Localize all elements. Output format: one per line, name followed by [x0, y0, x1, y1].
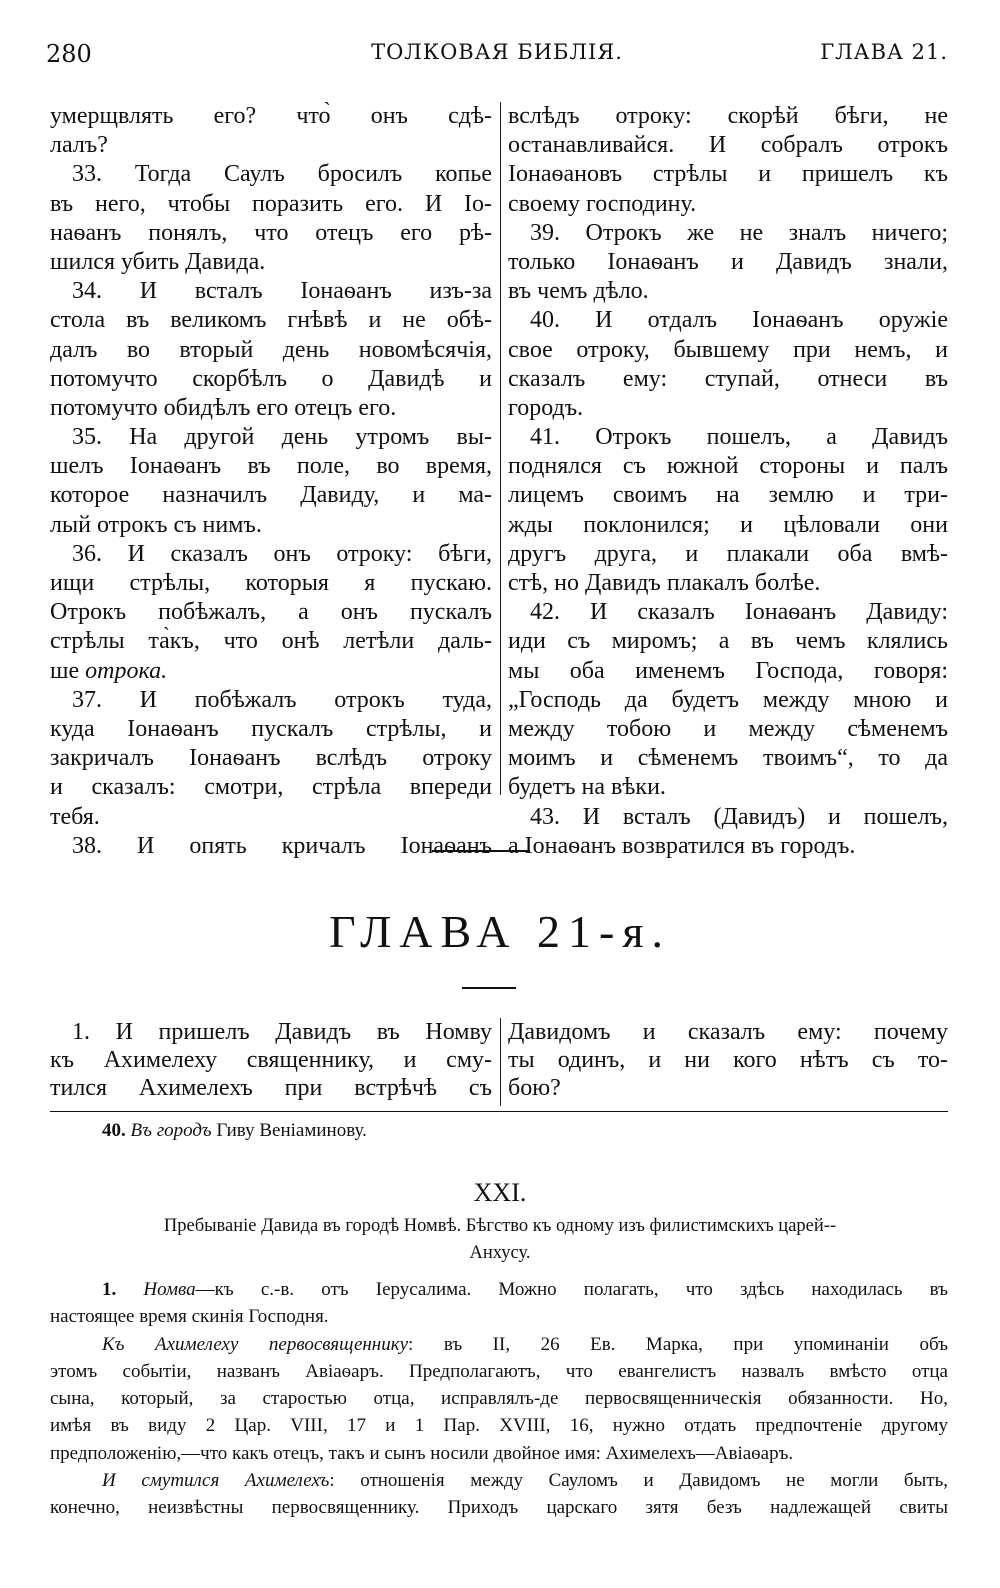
text-line: вслѣдъ отроку: скорѣй бѣги, не: [508, 103, 948, 129]
column-divider: [500, 102, 501, 795]
text-line: и сказалъ: смотри, стрѣла впереди: [50, 774, 492, 801]
verse-37: 37. И побѣжалъ отрокъ туда,: [72, 686, 492, 713]
text-line: шился убить Давида.: [50, 248, 266, 275]
commentary-line: [50, 1331, 948, 1358]
note-number: 1.: [102, 1279, 117, 1300]
text-line: закричалъ Іонаѳанъ вслѣдъ отроку: [50, 745, 492, 772]
commentary-line: сына, который, за старостью отца, исправлялъ-де первосвященническія обязанности. Но,: [50, 1388, 948, 1410]
commentary-line: этомъ событіи, названъ Авіаѳаръ. Предполагаютъ, что евангелистъ назвалъ вмѣсто отца: [50, 1360, 948, 1382]
column-divider: [500, 1018, 501, 1106]
text-line: ищи стрѣлы, которыя я пускаю.: [50, 570, 492, 596]
right-column: [508, 1018, 948, 1102]
text-line: тился Ахимелехъ при встрѣчѣ съ: [50, 1075, 492, 1101]
note-lemma: И смутился Ахимелехъ: [102, 1470, 330, 1492]
title-underline: [462, 987, 516, 989]
text-line: моимъ и сѣменемъ твоимъ“, то да: [508, 745, 948, 772]
text-line: стрѣлы та̀къ, что онѣ летѣли даль-: [50, 628, 492, 655]
text-line: куда Іонаѳанъ пускалъ стрѣлы, и: [50, 715, 492, 742]
commentary-section-title: [40, 1213, 960, 1267]
commentary-body: [50, 1276, 948, 1522]
text-fragment: ше: [50, 657, 86, 684]
footnote-number: 40.: [102, 1120, 126, 1141]
commentary-line: настоящее время скинія Господня.: [50, 1306, 329, 1328]
text-line: своему господину.: [508, 190, 697, 217]
section-title-line: Пребываніе Давида въ городѣ Номвѣ. Бѣгство къ одному изъ филистимскихъ царей--: [163, 1216, 837, 1236]
text-line: между тобою и между сѣменемъ: [508, 715, 948, 742]
page-number: 280: [46, 40, 92, 68]
previous-chapter-text: [50, 102, 948, 859]
text-line: умерщвлять его? что̀ онъ сдѣ-: [50, 103, 492, 129]
book-title: ТОЛКОВАЯ БИБЛІЯ.: [371, 40, 623, 64]
text-line: ты одинъ, и ни кого нѣтъ съ то-: [508, 1047, 948, 1073]
text-line: наѳанъ понялъ, что отецъ его рѣ-: [50, 219, 492, 246]
chapter-reference: ГЛАВА 21.: [820, 40, 948, 64]
commentary-line: [50, 1467, 948, 1494]
text-line: „Господь да будетъ между мною и: [508, 686, 948, 713]
text-line: сказалъ ему: ступай, отнеси въ: [508, 365, 948, 392]
text-line: лый отрокъ съ нимъ.: [50, 511, 262, 538]
commentary-rule: [50, 1111, 948, 1112]
commentary-line: [50, 1276, 948, 1303]
footnote-text: Гиву Веніаминову.: [211, 1120, 367, 1141]
text-line: мы оба именемъ Господа, говоря:: [508, 657, 948, 684]
note-text: —къ с.-в. отъ Іерусалима. Можно полагать, что здѣсь находилась въ: [195, 1279, 948, 1300]
verse-34: 34. И всталъ Іонаѳанъ изъ-за: [72, 278, 492, 305]
verse-33: 33. Тогда Саулъ бросилъ копье: [72, 161, 492, 188]
text-line: лалъ?: [50, 132, 108, 159]
text-line: только Іонаѳанъ и Давидъ знали,: [508, 248, 948, 275]
text-line: будетъ на вѣки.: [508, 774, 666, 801]
note-text: : отношенія между Сауломъ и Давидомъ не могли быть,: [329, 1470, 948, 1492]
note-lemma: Къ Ахимелеху первосвященнику: [102, 1333, 409, 1355]
footnote-lemma: Въ городъ: [130, 1120, 212, 1141]
text-line: которое назначилъ Давиду, и ма-: [50, 482, 492, 509]
text-line: поднялся съ южной стороны и палъ: [508, 453, 948, 480]
text-line: останавливайся. И собралъ отрокъ: [508, 132, 948, 159]
text-line: потомучто обидѣлъ его отецъ его.: [50, 394, 397, 421]
text-line: въ него, чтобы поразить его. И Іо-: [50, 190, 492, 217]
text-line: далъ во вторый день новомѣсячія,: [50, 336, 492, 363]
commentary-line: конечно, неизвѣстны первосвященнику. Приходъ царскаго зятя безъ надлежащей свиты: [50, 1497, 948, 1519]
text-line: Іонаѳановъ стрѣлы и пришелъ къ: [508, 161, 948, 188]
verse-36: 36. И сказалъ онъ отроку: бѣги,: [72, 540, 492, 567]
text-line: потомучто скорбѣлъ о Давидѣ и: [50, 365, 492, 392]
note-text: : въ II, 26 Ев. Марка, при упоминаніи объ: [408, 1333, 948, 1355]
chapter-21-text: [50, 1018, 948, 1106]
section-title-line: Анхусу.: [469, 1243, 531, 1263]
left-column: [50, 102, 492, 861]
italic-word: отрока.: [85, 657, 168, 684]
text-line: въ чемъ дѣло.: [508, 278, 649, 305]
text-line: бою?: [508, 1075, 561, 1101]
verse-42: 42. И сказалъ Іонаѳанъ Давиду:: [530, 599, 948, 626]
right-column: [508, 102, 948, 861]
verse-38: 38. И опять кричалъ Іонаѳанъ: [72, 832, 492, 859]
text-line: Отрокъ побѣжалъ, а онъ пускалъ: [50, 599, 492, 626]
section-rule: [432, 850, 530, 852]
text-line: тебя.: [50, 803, 100, 830]
text-line: шелъ Іонаѳанъ въ поле, во время,: [50, 453, 492, 480]
text-line: а Іонаѳанъ возвратился въ городъ.: [508, 832, 856, 859]
running-header: [46, 40, 948, 80]
verse-39: 39. Отрокъ же не зналъ ничего;: [530, 219, 948, 246]
text-line: городъ.: [508, 394, 584, 421]
chapter-title: ГЛАВА 21-я.: [328, 906, 672, 957]
verse-1: 1. И пришелъ Давидъ въ Номву: [72, 1019, 492, 1045]
left-column: [50, 1018, 492, 1102]
verse-40: 40. И отдалъ Іонаѳанъ оружіе: [530, 307, 948, 334]
commentary-chapter-number: XXI.: [473, 1178, 527, 1207]
commentary-line: предположенію,—что какъ отецъ, такъ и сынъ носили двойное имя: Ахимелехъ—Авіаѳаръ.: [50, 1442, 794, 1464]
text-line: иди съ миромъ; а въ чемъ клялись: [508, 628, 948, 655]
verse-43: 43. И всталъ (Давидъ) и пошелъ,: [530, 803, 948, 830]
text-line: къ Ахимелеху священнику, и сму-: [50, 1047, 492, 1073]
text-line: лицемъ своимъ на землю и три-: [508, 482, 948, 509]
note-lemma: Номва: [143, 1279, 196, 1300]
verse-41: 41. Отрокъ пошелъ, а Давидъ: [530, 424, 948, 451]
text-line: свое отроку, бывшему при немъ, и: [508, 336, 948, 363]
text-line: другъ друга, и плакали оба вмѣ-: [508, 540, 948, 567]
text-line: Давидомъ и сказалъ ему: почему: [508, 1019, 948, 1045]
commentary-line: имѣя въ виду 2 Цар. VIII, 17 и 1 Пар. XVIII, 16, нужно отдать предпочтеніе другому: [50, 1415, 948, 1437]
verse-35: 35. На другой день утромъ вы-: [72, 424, 492, 451]
footnote-40: [50, 1120, 948, 1142]
text-line: стѣ, но Давидъ плакалъ болѣе.: [508, 570, 821, 596]
text-line: жды поклонился; и цѣловали они: [508, 511, 948, 538]
text-line: стола въ великомъ гнѣвѣ и не обѣ-: [50, 307, 492, 334]
text-line: [50, 657, 492, 686]
